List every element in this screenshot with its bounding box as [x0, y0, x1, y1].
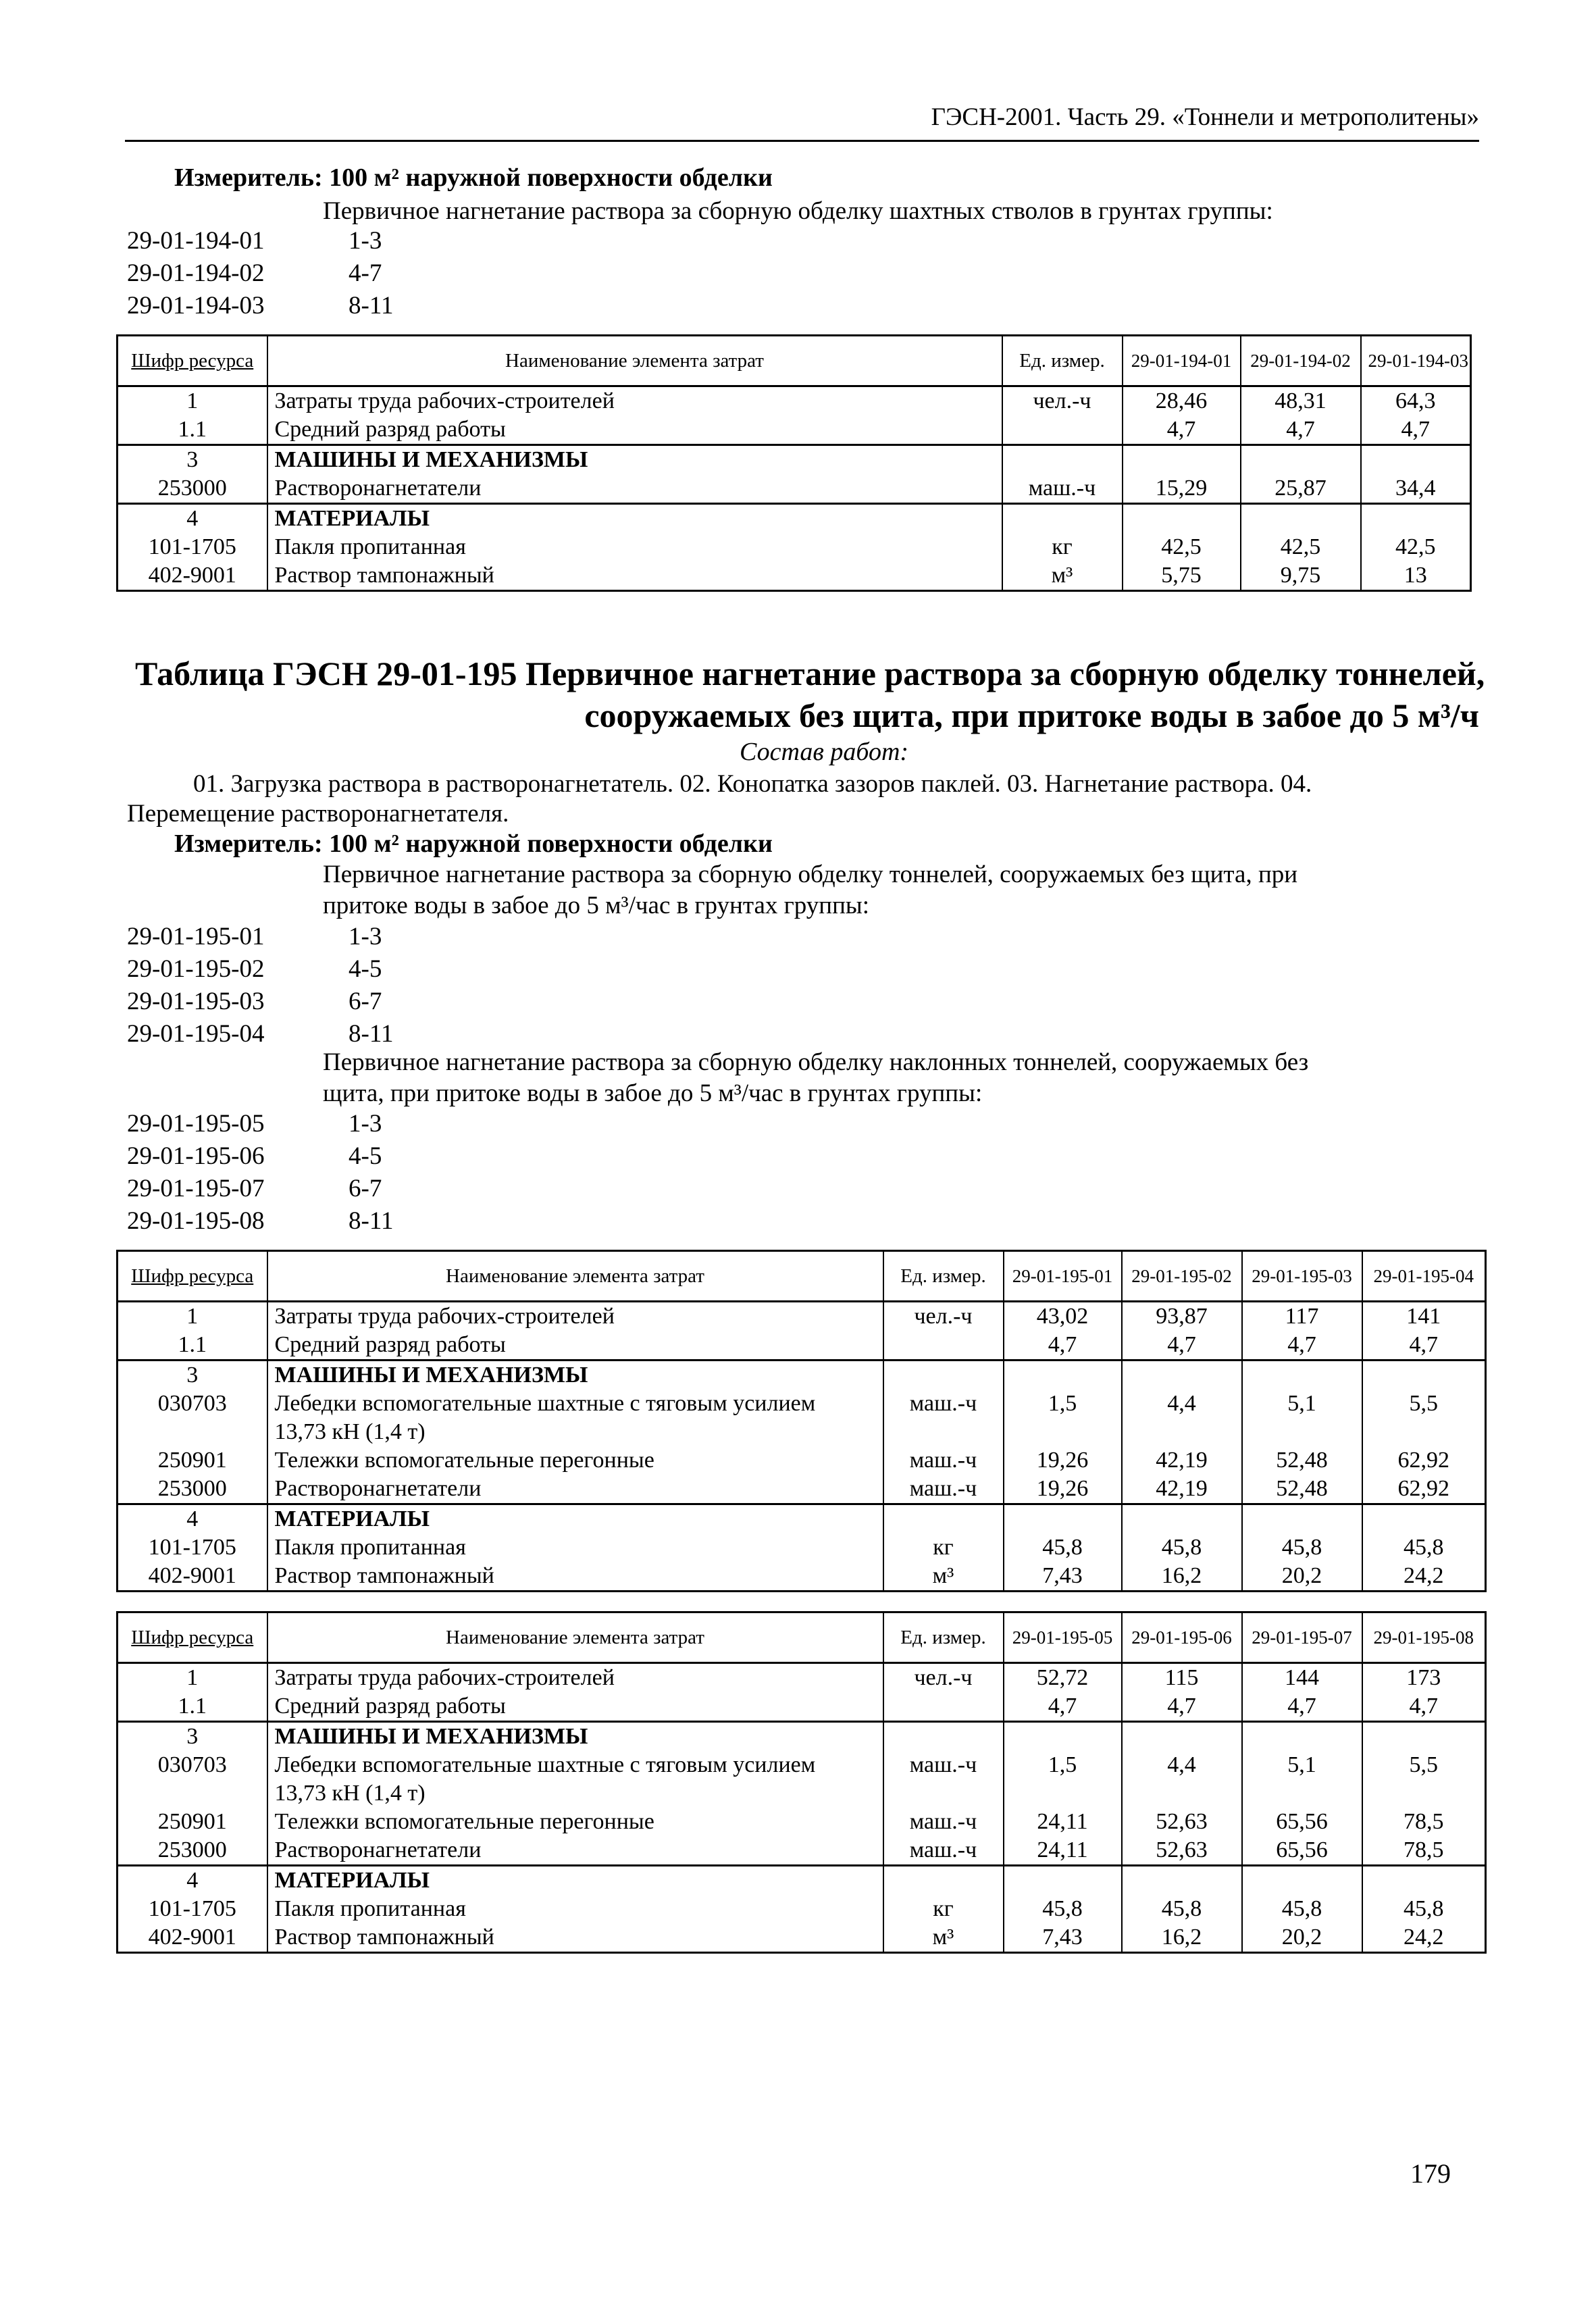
page-number: 179 — [1410, 2158, 1451, 2189]
soil-group: 8-11 — [349, 292, 394, 320]
group-machines — [118, 445, 1471, 504]
header-code: Шифр ресурса — [118, 1612, 267, 1663]
soil-group: 1-3 — [349, 923, 382, 950]
norm-code: 29-01-194-03 — [127, 292, 265, 320]
soil-group: 6-7 — [349, 988, 382, 1015]
header-name: Наименование элемента затрат — [267, 1251, 883, 1302]
desc-195-a2: притоке воды в забое до 5 м³/час в грунтах группы: — [323, 892, 870, 919]
header-col: 29-01-195-01 — [1004, 1251, 1122, 1302]
group-materials — [118, 1866, 1486, 1953]
header-col: 29-01-195-05 — [1004, 1612, 1122, 1663]
code-row — [127, 225, 393, 257]
soil-group: 4-7 — [349, 259, 382, 287]
table-row: 1 Затраты труда рабочих-строителей чел.-ч 52,72 115 144 173 — [118, 1663, 1486, 1693]
group-machines — [118, 1722, 1486, 1866]
table-row: 250901 Тележки вспомогательные перегонные маш.-ч 24,11 52,63 65,56 78,5 — [118, 1808, 1486, 1836]
code-row — [127, 1018, 393, 1050]
norm-code: 29-01-195-01 — [127, 923, 265, 950]
code-row — [127, 1140, 393, 1173]
group-labor — [118, 386, 1471, 445]
desc-194: Первичное нагнетание раствора за сборную обделку шахтных стволов в грунтах группы: — [323, 197, 1273, 225]
header-col: 29-01-195-04 — [1362, 1251, 1486, 1302]
desc-195-b2: щита, при притоке воды в забое до 5 м³/час в грунтах группы: — [323, 1079, 983, 1107]
table-row: 1.1 Средний разряд работы 4,7 4,7 4,7 4,7 — [118, 1692, 1486, 1722]
soil-group: 4-5 — [349, 1142, 382, 1170]
norm-code: 29-01-195-06 — [127, 1142, 265, 1170]
table-row: 101-1705 Пакля пропитанная кг 45,8 45,8 45,8 45,8 — [118, 1533, 1486, 1562]
header-name: Наименование элемента затрат — [267, 1612, 883, 1663]
works-text-2: Перемещение растворонагнетателя. — [127, 800, 509, 828]
table-row: 3 МАШИНЫ И МЕХАНИЗМЫ — [118, 1361, 1486, 1390]
soil-group: 8-11 — [349, 1020, 394, 1048]
group-labor — [118, 1663, 1486, 1722]
header-code: Шифр ресурса — [118, 1251, 267, 1302]
code-row — [127, 953, 393, 986]
header-col: 29-01-195-07 — [1242, 1612, 1362, 1663]
header-rule — [125, 140, 1479, 142]
header-col: 29-01-195-08 — [1362, 1612, 1486, 1663]
soil-group: 6-7 — [349, 1175, 382, 1202]
table-row: 250901 Тележки вспомогательные перегонные маш.-ч 19,26 42,19 52,48 62,92 — [118, 1446, 1486, 1475]
code-row — [127, 290, 393, 322]
table-row: 402-9001 Раствор тампонажный м³ 5,75 9,75 13 — [118, 561, 1471, 591]
norm-code: 29-01-195-07 — [127, 1175, 265, 1202]
group-labor — [118, 1302, 1486, 1361]
codes-195-a — [127, 921, 393, 1050]
works-heading: Состав работ: — [740, 738, 909, 766]
works-text-1: 01. Загрузка раствора в растворонагнетатель. 02. Конопатка зазоров паклей. 03. Нагнетание раствора. 04. — [193, 770, 1312, 798]
meter-195: Измеритель: 100 м² наружной поверхности обделки — [174, 830, 773, 858]
norm-code: 29-01-194-02 — [127, 259, 265, 287]
header-code: Шифр ресурса — [118, 336, 267, 386]
resource-table-195-a — [116, 1250, 1487, 1592]
header-unit: Ед. измер. — [1002, 336, 1123, 386]
title-line-1: Таблица ГЭСН 29-01-195 Первичное нагнетание раствора за сборную обделку тоннелей, — [135, 655, 1485, 692]
norm-code: 29-01-195-08 — [127, 1207, 265, 1235]
table-row: 101-1705 Пакля пропитанная кг 45,8 45,8 45,8 45,8 — [118, 1895, 1486, 1923]
codes-194 — [127, 225, 393, 322]
header-col: 29-01-194-01 — [1123, 336, 1241, 386]
table-row: 3 МАШИНЫ И МЕХАНИЗМЫ — [118, 445, 1471, 475]
table-row: 4 МАТЕРИАЛЫ — [118, 1866, 1486, 1896]
resource-table-194 — [116, 334, 1472, 592]
code-row — [127, 986, 393, 1018]
table-row: 253000 Растворонагнетатели маш.-ч 24,11 52,63 65,56 78,5 — [118, 1836, 1486, 1866]
soil-group: 4-5 — [349, 955, 382, 983]
soil-group: 8-11 — [349, 1207, 394, 1235]
header-col: 29-01-195-06 — [1122, 1612, 1242, 1663]
norm-code: 29-01-195-03 — [127, 988, 265, 1015]
table-row: 4 МАТЕРИАЛЫ — [118, 1504, 1486, 1534]
header-col: 29-01-195-02 — [1122, 1251, 1242, 1302]
norm-code: 29-01-194-01 — [127, 227, 265, 255]
header-unit: Ед. измер. — [883, 1251, 1004, 1302]
table-row: 402-9001 Раствор тампонажный м³ 7,43 16,2 20,2 24,2 — [118, 1923, 1486, 1953]
desc-195-b1: Первичное нагнетание раствора за сборную обделку наклонных тоннелей, сооружаемых без — [323, 1048, 1309, 1076]
table-row: 402-9001 Раствор тампонажный м³ 7,43 16,2 20,2 24,2 — [118, 1562, 1486, 1592]
table-row: 253000 Растворонагнетатели маш.-ч 19,26 42,19 52,48 62,92 — [118, 1475, 1486, 1504]
meter-194: Измеритель: 100 м² наружной поверхности обделки — [174, 163, 773, 192]
desc-195-a1: Первичное нагнетание раствора за сборную обделку тоннелей, сооружаемых без щита, при — [323, 861, 1298, 888]
table-row: 030703 Лебедки вспомогательные шахтные с тяговым усилием 13,73 кН (1,4 т) маш.-ч 1,5 4,4 5,1 5,5 — [118, 1751, 1486, 1808]
soil-group: 1-3 — [349, 227, 382, 255]
group-machines — [118, 1361, 1486, 1504]
table-row: 101-1705 Пакля пропитанная кг 42,5 42,5 42,5 — [118, 533, 1471, 561]
table-row: 1.1 Средний разряд работы 4,7 4,7 4,7 4,7 — [118, 1331, 1486, 1361]
group-materials — [118, 1504, 1486, 1592]
norm-code: 29-01-195-04 — [127, 1020, 265, 1048]
table-row: 1.1 Средний разряд работы 4,7 4,7 4,7 — [118, 415, 1471, 445]
norm-code: 29-01-195-05 — [127, 1110, 265, 1138]
table-row: 1 Затраты труда рабочих-строителей чел.-ч 43,02 93,87 117 141 — [118, 1302, 1486, 1331]
norm-code: 29-01-195-02 — [127, 955, 265, 983]
codes-195-b — [127, 1108, 393, 1238]
code-row — [127, 1173, 393, 1205]
table-row: 3 МАШИНЫ И МЕХАНИЗМЫ — [118, 1722, 1486, 1752]
soil-group: 1-3 — [349, 1110, 382, 1138]
header-col: 29-01-194-02 — [1241, 336, 1361, 386]
table-title-195 — [135, 653, 1486, 736]
header-col: 29-01-194-03 — [1361, 336, 1471, 386]
resource-table-195-b — [116, 1611, 1487, 1954]
title-line-2: сооружаемых без щита, при притоке воды в забое до 5 м³/ч — [584, 696, 1479, 734]
table-row: 4 МАТЕРИАЛЫ — [118, 504, 1471, 534]
header-name: Наименование элемента затрат — [267, 336, 1002, 386]
code-row — [127, 921, 393, 953]
code-row — [127, 1205, 393, 1238]
table-row: 1 Затраты труда рабочих-строителей чел.-ч 28,46 48,31 64,3 — [118, 386, 1471, 416]
header-unit: Ед. измер. — [883, 1612, 1004, 1663]
group-materials — [118, 504, 1471, 591]
header-col: 29-01-195-03 — [1242, 1251, 1362, 1302]
table-row: 030703 Лебедки вспомогательные шахтные с тяговым усилием 13,73 кН (1,4 т) маш.-ч 1,5 4,4 5,1 5,5 — [118, 1390, 1486, 1446]
code-row — [127, 1108, 393, 1140]
code-row — [127, 257, 393, 290]
table-row: 253000 Растворонагнетатели маш.-ч 15,29 25,87 34,4 — [118, 474, 1471, 504]
running-title: ГЭСН-2001. Часть 29. «Тоннели и метрополитены» — [931, 103, 1479, 131]
page-header — [125, 1, 1479, 143]
